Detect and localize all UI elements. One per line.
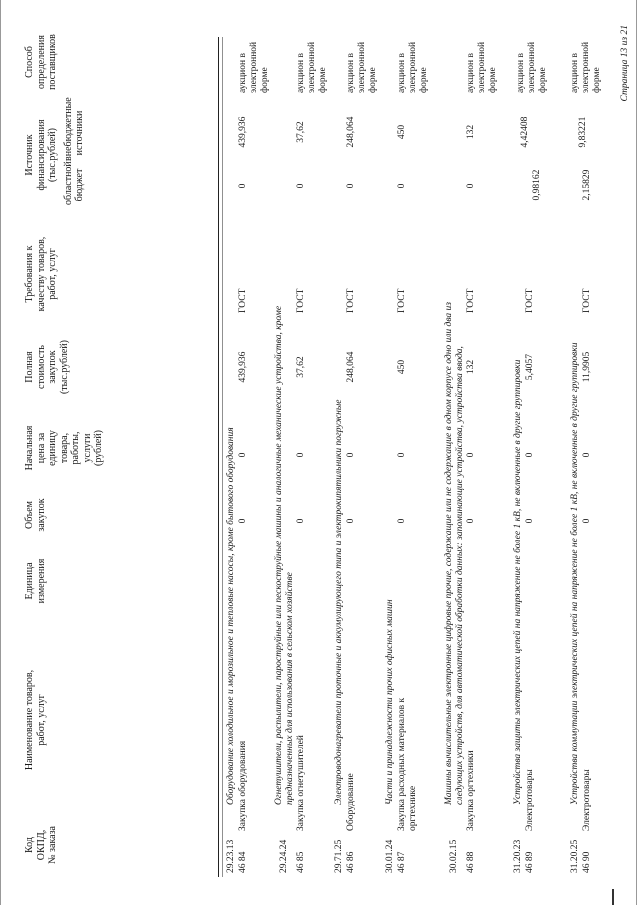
volume: 0 (238, 518, 248, 524)
header-requirements: Требования к качеству товаров, работ, услуг (24, 236, 58, 312)
initial-price: 0 (296, 452, 306, 458)
group-title: Части и принадлежности прочих офисных машин (385, 599, 395, 805)
funding-budget: 0 (466, 183, 476, 189)
header-initial-price: Начальная цена за единицу товара, работы, услуги (рублей) (24, 425, 104, 471)
procurement-method: аукцион в электронной форме (296, 41, 328, 93)
funding-extra: 37,62 (296, 121, 306, 143)
full-cost: 450 (397, 359, 407, 375)
okpd-code: 31.20.25 (570, 839, 580, 873)
header-rule-2 (222, 37, 223, 877)
header-funding: Источник финансирования (тыс.рублей) (24, 119, 58, 191)
order-number: 46 88 (466, 851, 476, 873)
funding-extra: 4,42408 (520, 116, 530, 148)
procurement-method: аукцион в электронной форме (516, 41, 548, 93)
scan-mark (612, 889, 614, 905)
initial-price: 0 (582, 452, 592, 458)
order-number: 46 85 (296, 851, 306, 873)
okpd-code: 30.01.24 (385, 839, 395, 873)
initial-price: 0 (238, 452, 248, 458)
volume: 0 (582, 518, 592, 524)
scan-edge-bottom (636, 0, 637, 905)
requirements: ГОСТ (296, 288, 306, 313)
header-funding-budget: областной бюджет (63, 161, 85, 205)
full-cost: 5,4057 (525, 353, 535, 381)
okpd-code: 30.02.15 (449, 839, 459, 873)
group-title: Электроводонагреватели проточные и аккумулирующего типа и электрокипятильники погружные (334, 399, 344, 805)
scan-edge-top (0, 0, 1, 905)
requirements: ГОСТ (238, 288, 248, 313)
item-name: Закупка расходных материалов к оргтехнике (397, 697, 418, 831)
order-number: 46 86 (346, 851, 356, 873)
volume: 0 (525, 518, 535, 524)
procurement-method: аукцион в электронной форме (238, 41, 270, 93)
okpd-code: 31.20.23 (513, 839, 523, 873)
header-method: Способ определения поставщиков (24, 34, 58, 90)
okpd-code: 29.71.25 (334, 839, 344, 873)
header-funding-extra: внебюджетные источники (63, 97, 85, 161)
group-title: Оборудование холодильное и морозильное и тепловые насосы, кроме бытового оборудования (226, 427, 236, 805)
order-number: 46 90 (582, 851, 592, 873)
funding-extra: 9,83221 (578, 116, 588, 148)
requirements: ГОСТ (466, 288, 476, 313)
volume: 0 (397, 518, 407, 524)
funding-extra: 439,936 (238, 116, 248, 148)
item-name: Закупка огнетушителей (296, 735, 306, 831)
page-number: Страница 13 из 21 (620, 25, 630, 102)
group-title: Устройства защиты электрических цепей на напряжение не более 1 кВ, не включенные в другие группировки (513, 359, 523, 805)
initial-price: 0 (397, 452, 407, 458)
funding-budget: 0 (346, 183, 356, 189)
volume: 0 (296, 518, 306, 524)
item-name: Оборудование (346, 773, 356, 831)
initial-price: 0 (346, 452, 356, 458)
procurement-method: аукцион в электронной форме (570, 41, 602, 93)
order-number: 46 89 (525, 851, 535, 873)
full-cost: 248,064 (346, 351, 356, 383)
funding-budget: 0 (296, 183, 306, 189)
okpd-code: 29.23.13 (226, 839, 236, 873)
initial-price: 0 (466, 452, 476, 458)
procurement-method: аукцион в электронной форме (346, 41, 378, 93)
group-title: Машины вычислительные электронные цифровые прочие, содержащие или не содержащие в одном корпусе одно или два из следующих устройств, для автоматической обработки данных: запоминающие устройства, устройства ввода, (444, 301, 465, 805)
funding-extra: 132 (466, 124, 476, 140)
procurement-method: аукцион в электронной форме (466, 41, 498, 93)
header-unit: Единица измерения (24, 558, 47, 604)
item-name: Закупка оргтехники (466, 750, 476, 831)
header-rule (218, 37, 219, 877)
full-cost: 132 (466, 359, 476, 375)
full-cost: 11,9905 (582, 351, 592, 383)
header-full-cost: Полная стоимость закупок (тыс.рублей) (24, 339, 70, 395)
funding-budget: 0 (238, 183, 248, 189)
group-title: Огнетушители, распылители, пароструйные или пескоструйные машины и аналогичные механические устройства, кроме предназначенных для использования в сельском хозяйстве (274, 305, 295, 805)
funding-extra: 450 (397, 124, 407, 140)
full-cost: 37,62 (296, 356, 306, 378)
header-volume: Объем закупок (24, 498, 47, 532)
volume: 0 (466, 518, 476, 524)
full-cost: 439,936 (238, 351, 248, 383)
group-title: Устройства коммутации электрических цепей на напряжение не более 1 кВ, не включенные в другие группировки (570, 342, 580, 805)
initial-price: 0 (525, 452, 535, 458)
requirements: ГОСТ (525, 288, 535, 313)
okpd-code: 29.24.24 (279, 839, 289, 873)
requirements: ГОСТ (397, 288, 407, 313)
funding-budget: 0 (397, 183, 407, 189)
item-name: Закупка оборудования (238, 740, 248, 831)
order-number: 46 84 (238, 851, 248, 873)
requirements: ГОСТ (346, 288, 356, 313)
header-code: Код ОКПД, № заказа (24, 826, 58, 864)
funding-budget: 2,15829 (582, 169, 592, 201)
funding-extra: 248,064 (346, 116, 356, 148)
requirements: ГОСТ (582, 288, 592, 313)
item-name: Электротовары (525, 769, 535, 831)
volume: 0 (346, 518, 356, 524)
funding-budget: 0,98162 (532, 169, 542, 201)
header-name: Наименование товаров, работ, услуг (24, 669, 47, 771)
item-name: Электротовары (582, 769, 592, 831)
procurement-method: аукцион в электронной форме (397, 41, 429, 93)
order-number: 46 87 (397, 851, 407, 873)
